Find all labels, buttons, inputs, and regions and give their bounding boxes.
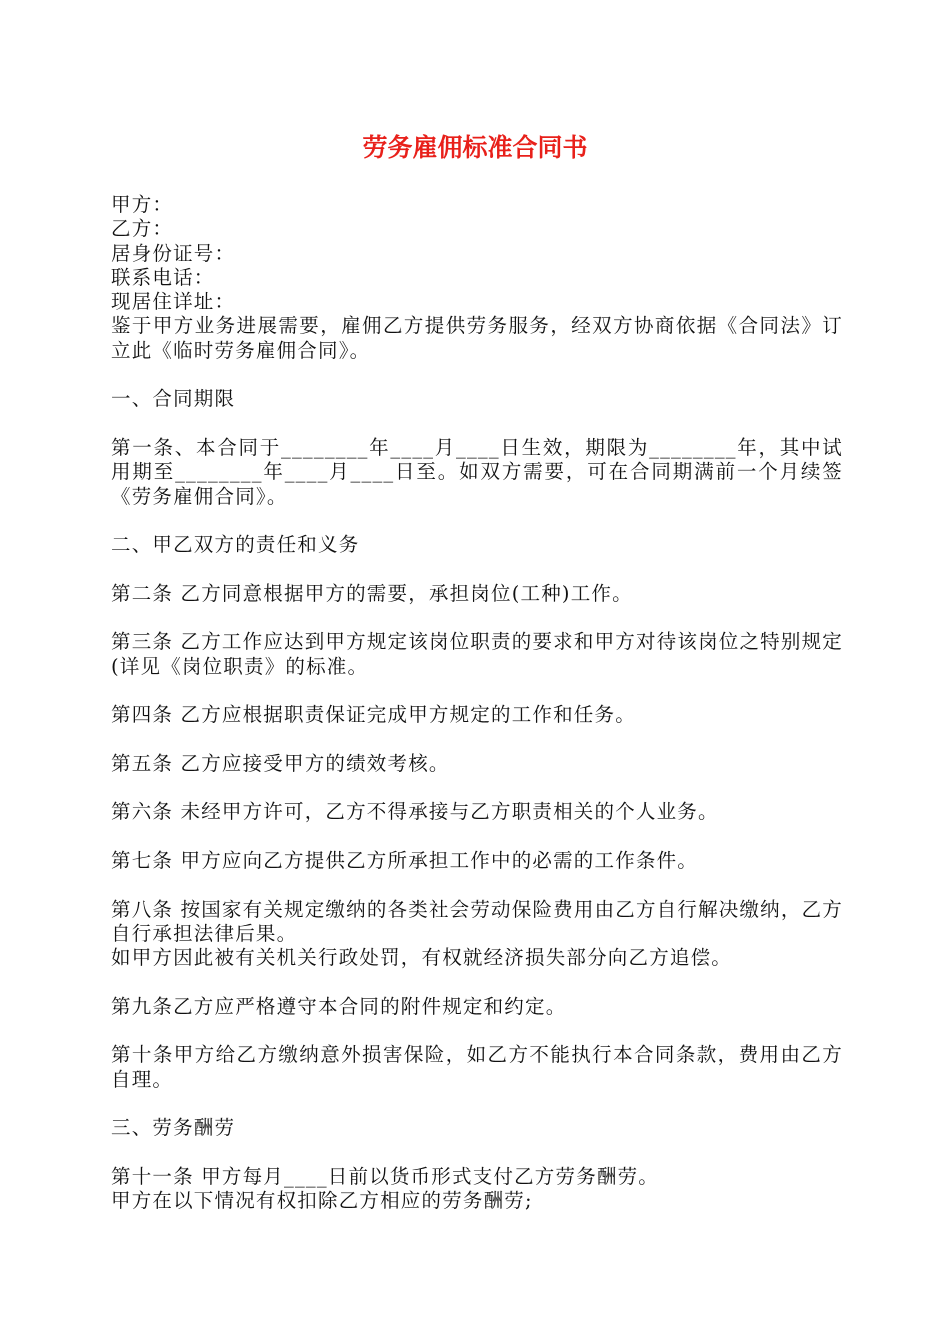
article-4: 第四条 乙方应根据职责保证完成甲方规定的工作和任务。 [111, 703, 636, 727]
article-10: 第十条甲方给乙方缴纳意外损害保险，如乙方不能执行本合同条款，费用由乙方自理。 [111, 1043, 843, 1091]
section-heading-2: 二、甲乙双方的责任和义务 [111, 533, 360, 557]
preamble: 鉴于甲方业务进展需要，雇佣乙方提供劳务服务，经双方协商依据《合同法》订立此《临时劳务雇佣合同》。 [111, 314, 843, 362]
article-1: 第一条、本合同于________年____月____日生效，期限为________年，其中试用期至________年____月____日至。如双方需要，可在合同期满前一个月续签《劳务雇佣合同》。 [111, 435, 843, 508]
phone-field: 联系电话： [111, 265, 215, 289]
article-11: 第十一条 甲方每月____日前以货币形式支付乙方劳务酬劳。 [111, 1164, 659, 1188]
document-body [111, 193, 843, 1213]
article-8: 第八条 按国家有关规定缴纳的各类社会劳动保险费用由乙方自行解决缴纳，乙方自行承担法律后果。 [111, 897, 843, 945]
article-6: 第六条 未经甲方许可，乙方不得承接与乙方职责相关的个人业务。 [111, 800, 719, 824]
article-7: 第七条 甲方应向乙方提供乙方所承担工作中的必需的工作条件。 [111, 849, 698, 873]
document-title: 劳务雇佣标准合同书 [362, 133, 588, 162]
article-3: 第三条 乙方工作应达到甲方规定该岗位职责的要求和甲方对待该岗位之特别规定(详见《岗位职责》的标准。 [111, 630, 843, 678]
id-number-field: 居身份证号： [111, 241, 236, 265]
article-9: 第九条乙方应严格遵守本合同的附件规定和约定。 [111, 994, 567, 1018]
article-2: 第二条 乙方同意根据甲方的需要，承担岗位(工种)工作。 [111, 581, 633, 605]
article-11-continued: 甲方在以下情况有权扣除乙方相应的劳务酬劳; [111, 1189, 533, 1213]
party-a-field: 甲方： [111, 193, 174, 216]
article-8-continued: 如甲方因此被有关机关行政处罚，有权就经济损失部分向乙方追偿。 [111, 946, 733, 970]
party-b-field: 乙方： [111, 217, 174, 241]
article-5: 第五条 乙方应接受甲方的绩效考核。 [111, 751, 450, 775]
section-heading-1: 一、合同期限 [111, 387, 236, 411]
address-field: 现居住详址： [111, 290, 236, 314]
section-heading-3: 三、劳务酬劳 [111, 1116, 236, 1140]
